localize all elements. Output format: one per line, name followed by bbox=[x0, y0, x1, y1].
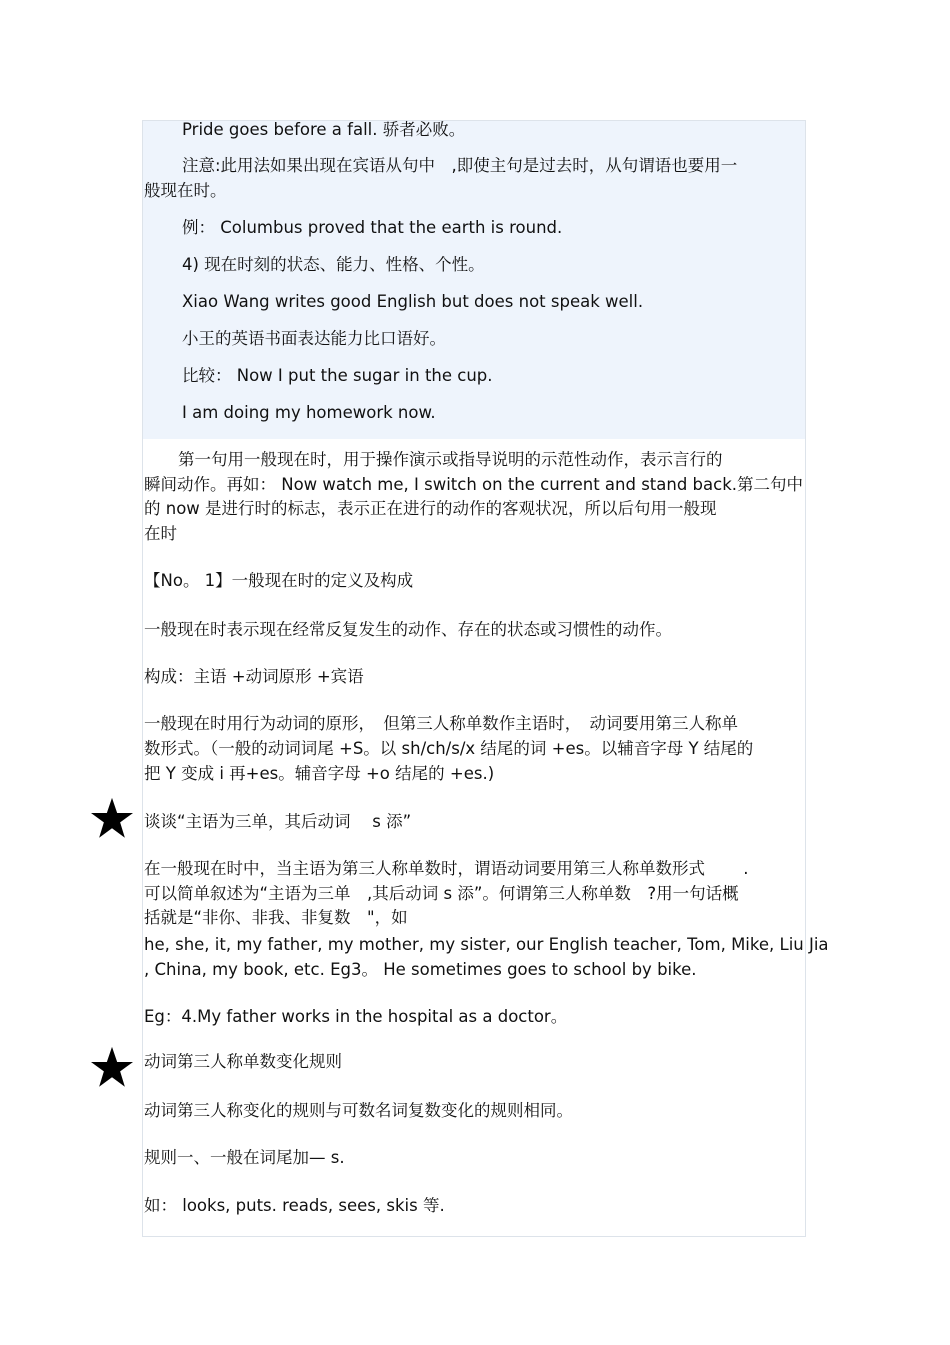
text-line: 括就是“非你、非我、非复数 "，如 bbox=[144, 908, 408, 927]
text-line: 一般现在时用行为动词的原形， 但第三人称单数作主语时， 动词要用第三人称单 bbox=[144, 714, 738, 733]
text-line: 比较： Now I put the sugar in the cup. bbox=[182, 366, 493, 385]
star-icon bbox=[90, 797, 134, 839]
text-line: Xiao Wang writes good English but does not speak well. bbox=[182, 292, 644, 311]
star-icon bbox=[90, 1046, 134, 1088]
text-line: 在一般现在时中，当主语为第三人称单数时，谓语动词要用第三人称单数形式 . bbox=[144, 859, 749, 878]
text-line: 例： Columbus proved that the earth is round. bbox=[182, 218, 563, 237]
text-line: 的 now 是进行时的标志，表示正在进行的动作的客观状况，所以后句用一般现 bbox=[144, 499, 717, 518]
text-line: 在时 bbox=[144, 524, 177, 543]
text-line: 4) 现在时刻的状态、能力、性格、个性。 bbox=[182, 255, 485, 274]
text-line: 构成：主语 +动词原形 +宾语 bbox=[144, 667, 364, 686]
section-heading: 动词第三人称单数变化规则 bbox=[144, 1052, 342, 1071]
text-line: he, she, it, my father, my mother, my sister, our English teacher, Tom, Mike, Liu Jia bbox=[144, 935, 829, 954]
text-line: 动词第三人称变化的规则与可数名词复数变化的规则相同。 bbox=[144, 1101, 573, 1120]
text-line: 第一句用一般现在时，用于操作演示或指导说明的示范性动作，表示言行的 bbox=[178, 450, 723, 469]
text-line: 如： looks, puts. reads, sees, skis 等. bbox=[144, 1196, 445, 1215]
text-line: 可以简单叙述为“主语为三单 ,其后动词 s 添”。何谓第三人称单数 ?用一句话概 bbox=[144, 884, 739, 903]
text-line: 注意:此用法如果出现在宾语从句中 ,即使主句是过去时，从句谓语也要用一 bbox=[182, 156, 738, 175]
text-line: 规则一、一般在词尾加— s. bbox=[144, 1148, 345, 1167]
text-line: 般现在时。 bbox=[144, 181, 227, 200]
text-line: 一般现在时表示现在经常反复发生的动作、存在的状态或习惯性的动作。 bbox=[144, 620, 672, 639]
text-line: 把 Y 变成 i 再+es。辅音字母 +o 结尾的 +es.) bbox=[144, 764, 495, 783]
text-line: 数形式。（一般的动词词尾 +S。以 sh/ch/s/x 结尾的词 +es。以辅音字母 Y 结尾的 bbox=[144, 739, 754, 758]
text-line: 瞬间动作。再如： Now watch me, I switch on the current and stand back.第二句中 bbox=[144, 475, 804, 494]
text-line: I am doing my homework now. bbox=[182, 403, 436, 422]
text-line: , China, my book, etc. Eg3。 He sometimes goes to school by bike. bbox=[144, 960, 697, 979]
text-line: Pride goes before a fall. 骄者必败。 bbox=[182, 120, 466, 139]
section-heading: 【No。 1】一般现在时的定义及构成 bbox=[144, 571, 414, 590]
text-line: 小王的英语书面表达能力比口语好。 bbox=[182, 329, 446, 348]
section-heading: 谈谈“主语为三单，其后动词 s 添” bbox=[144, 812, 412, 831]
text-line: Eg：4.My father works in the hospital as a doctor。 bbox=[144, 1007, 568, 1026]
